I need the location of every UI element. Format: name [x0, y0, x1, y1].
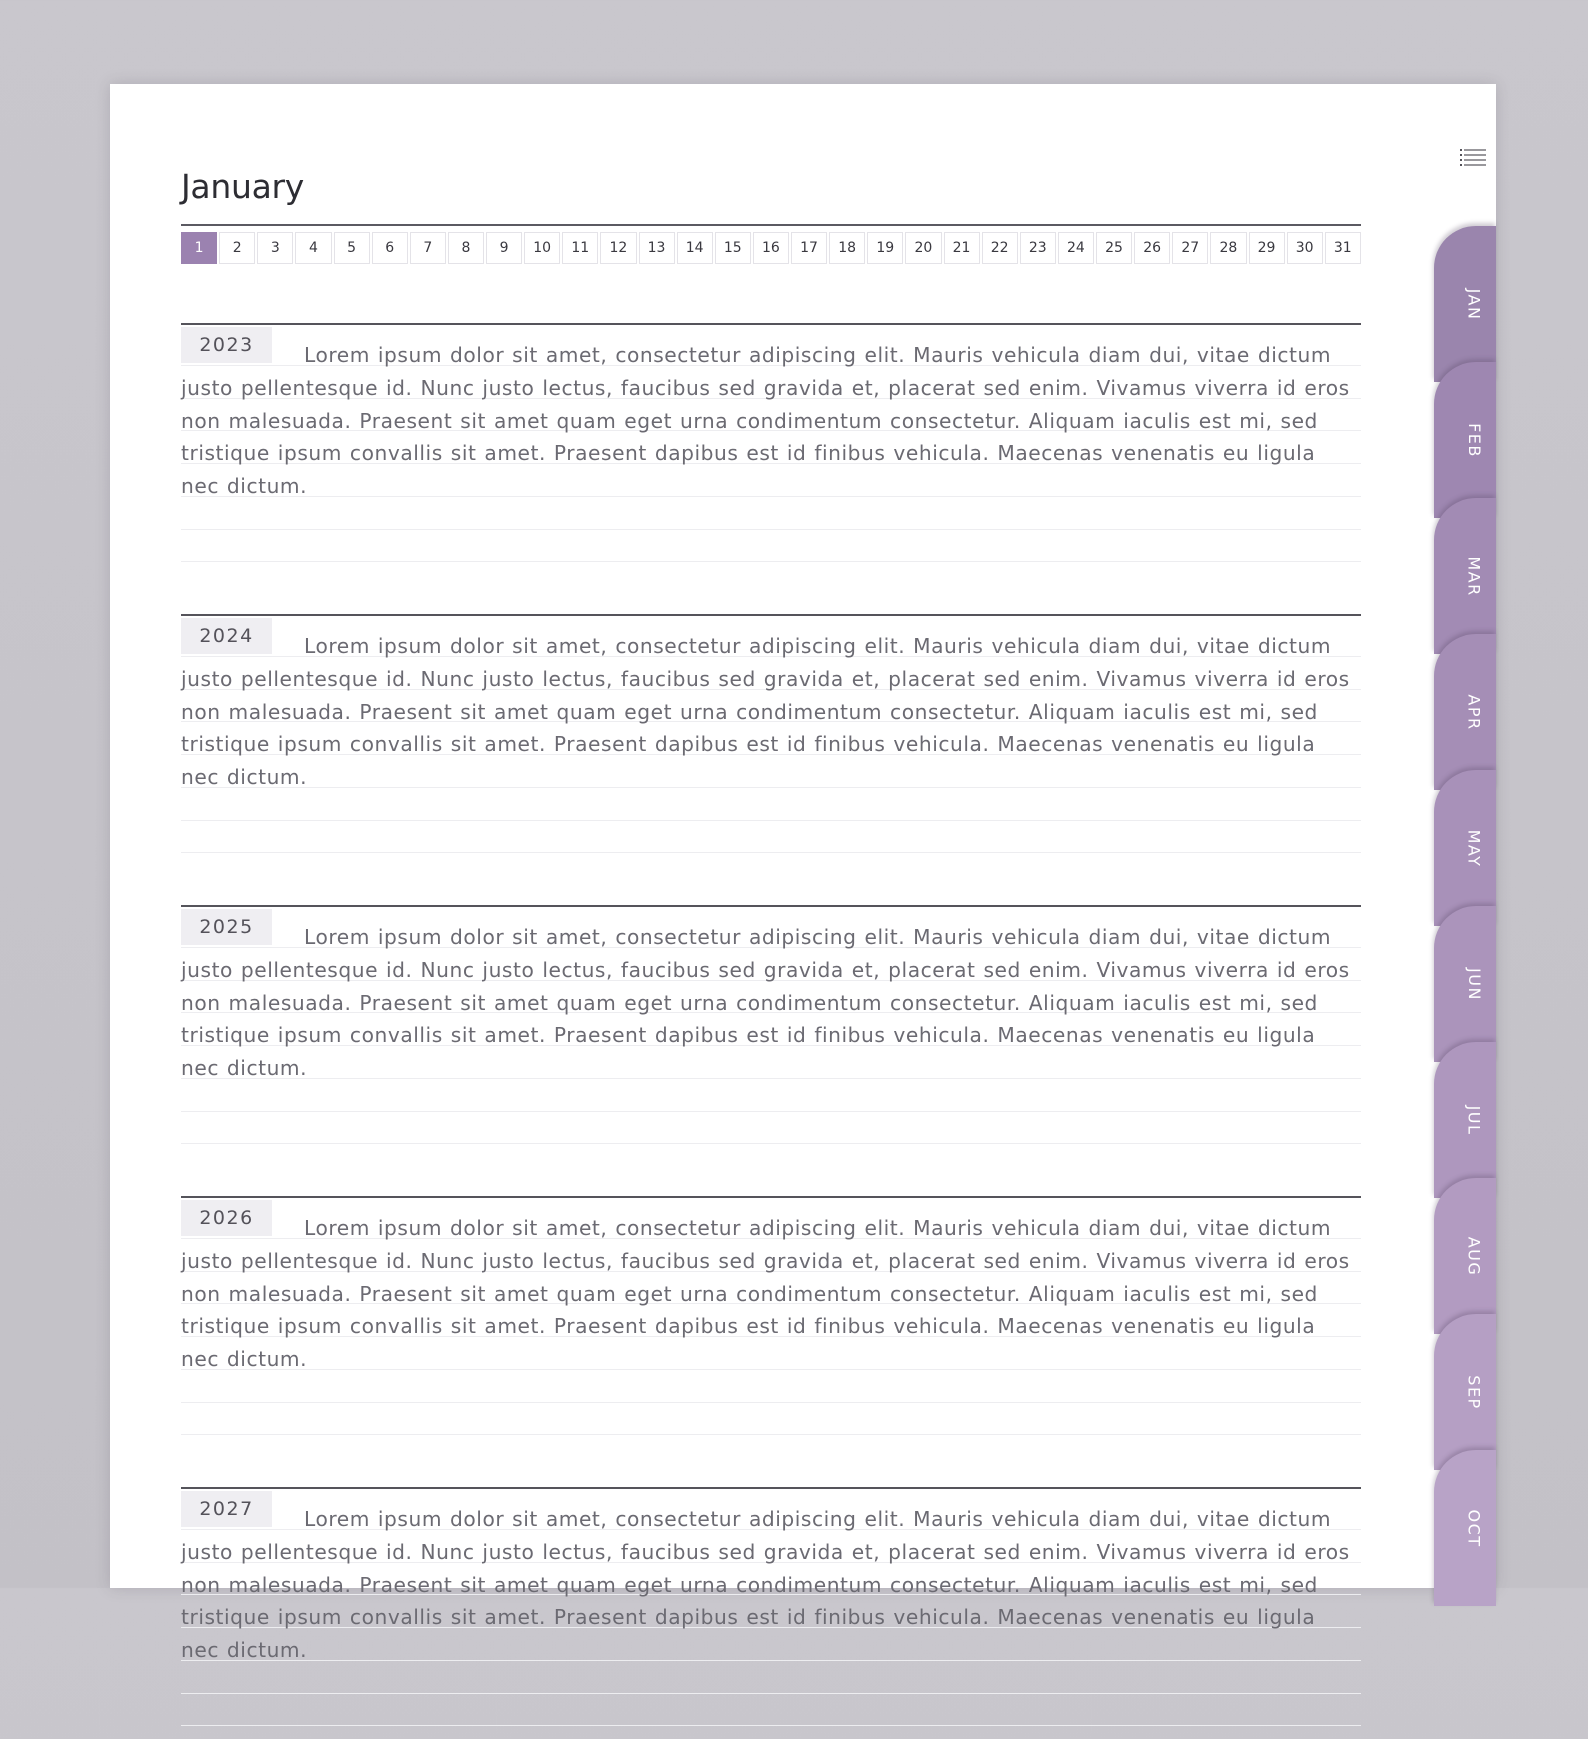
tab-label: JUL — [1464, 1105, 1484, 1135]
day-26-button[interactable]: 26 — [1134, 232, 1170, 264]
tab-oct[interactable] — [1434, 1450, 1496, 1606]
ruled-line — [181, 1143, 1361, 1144]
entry-text[interactable]: Lorem ipsum dolor sit amet, consectetur adipiscing elit. Mauris vehicula diam dui, vitae dictum justo pellentesque id. Nunc justo lectus, faucibus sed gravida et, placerat sed enim. Vivamus viverra id eros non malesuada. Praesent sit amet quam eget urna condimentum consectetur. Aliquam iaculis est mi, sed tristique ipsum convallis sit amet. Praesent dapibus est id finibus vehicula. Maecenas venenatis eu ligula nec dictum. — [181, 343, 1350, 499]
day-25-button[interactable]: 25 — [1096, 232, 1132, 264]
day-16-button[interactable]: 16 — [753, 232, 789, 264]
entry-text[interactable]: Lorem ipsum dolor sit amet, consectetur adipiscing elit. Mauris vehicula diam dui, vitae dictum justo pellentesque id. Nunc justo lectus, faucibus sed gravida et, placerat sed enim. Vivamus viverra id eros non malesuada. Praesent sit amet quam eget urna condimentum consectetur. Aliquam iaculis est mi, sed tristique ipsum convallis sit amet. Praesent dapibus est id finibus vehicula. Maecenas venenatis eu ligula nec dictum. — [181, 1216, 1350, 1372]
list-icon[interactable] — [1460, 148, 1486, 168]
entry-text[interactable]: Lorem ipsum dolor sit amet, consectetur adipiscing elit. Mauris vehicula diam dui, vitae dictum justo pellentesque id. Nunc justo lectus, faucibus sed gravida et, placerat sed enim. Vivamus viverra id eros non malesuada. Praesent sit amet quam eget urna condimentum consectetur. Aliquam iaculis est mi, sed tristique ipsum convallis sit amet. Praesent dapibus est id finibus vehicula. Maecenas venenatis eu ligula nec dictum. — [181, 925, 1350, 1081]
day-28-button[interactable]: 28 — [1210, 232, 1246, 264]
day-15-button[interactable]: 15 — [715, 232, 751, 264]
month-tabs — [1434, 226, 1496, 1588]
day-27-button[interactable]: 27 — [1172, 232, 1208, 264]
ruled-line — [181, 561, 1361, 562]
tab-label: APR — [1464, 693, 1484, 731]
tab-may[interactable] — [1434, 770, 1496, 926]
entry-text[interactable]: Lorem ipsum dolor sit amet, consectetur adipiscing elit. Mauris vehicula diam dui, vitae dictum justo pellentesque id. Nunc justo lectus, faucibus sed gravida et, placerat sed enim. Vivamus viverra id eros non malesuada. Praesent sit amet quam eget urna condimentum consectetur. Aliquam iaculis est mi, sed tristique ipsum convallis sit amet. Praesent dapibus est id finibus vehicula. Maecenas venenatis eu ligula nec dictum. — [181, 1507, 1350, 1663]
day-6-button[interactable]: 6 — [372, 232, 408, 264]
ruled-line — [181, 1434, 1361, 1435]
ruled-line — [181, 820, 1361, 821]
day-17-button[interactable]: 17 — [791, 232, 827, 264]
day-10-button[interactable]: 10 — [524, 232, 560, 264]
day-4-button[interactable]: 4 — [295, 232, 331, 264]
day-22-button[interactable]: 22 — [982, 232, 1018, 264]
year-label: 2025 — [181, 909, 272, 945]
planner-page — [110, 84, 1496, 1663]
tab-label: MAY — [1464, 829, 1484, 867]
day-30-button[interactable]: 30 — [1287, 232, 1323, 264]
day-2-button[interactable]: 2 — [219, 232, 255, 264]
year-label: 2027 — [181, 1491, 272, 1527]
tab-label: FEB — [1464, 422, 1484, 458]
tab-jan[interactable] — [1434, 226, 1496, 382]
ruled-line — [181, 1111, 1361, 1112]
year-entry-2024 — [181, 614, 1361, 866]
day-selector — [181, 224, 1361, 264]
tab-label: JAN — [1464, 288, 1484, 320]
ruled-line — [181, 1402, 1361, 1403]
page-title: January — [181, 167, 305, 206]
year-label: 2026 — [181, 1200, 272, 1236]
day-18-button[interactable]: 18 — [829, 232, 865, 264]
tab-mar[interactable] — [1434, 498, 1496, 654]
ruled-line — [181, 529, 1361, 530]
day-11-button[interactable]: 11 — [562, 232, 598, 264]
tab-label: OCT — [1464, 1508, 1484, 1548]
day-7-button[interactable]: 7 — [410, 232, 446, 264]
day-5-button[interactable]: 5 — [334, 232, 370, 264]
day-1-button[interactable]: 1 — [181, 232, 217, 264]
tab-sep[interactable] — [1434, 1314, 1496, 1470]
day-13-button[interactable]: 13 — [639, 232, 675, 264]
year-label: 2024 — [181, 618, 272, 654]
tab-aug[interactable] — [1434, 1178, 1496, 1334]
day-12-button[interactable]: 12 — [600, 232, 636, 264]
day-21-button[interactable]: 21 — [944, 232, 980, 264]
tab-jun[interactable] — [1434, 906, 1496, 1062]
year-entry-2025 — [181, 905, 1361, 1157]
tab-label: AUG — [1464, 1236, 1484, 1276]
day-20-button[interactable]: 20 — [905, 232, 941, 264]
year-entry-2026 — [181, 1196, 1361, 1448]
tab-label: MAR — [1464, 555, 1484, 597]
day-23-button[interactable]: 23 — [1020, 232, 1056, 264]
ruled-line — [181, 852, 1361, 853]
year-entry-2027 — [181, 1487, 1361, 1739]
tab-feb[interactable] — [1434, 362, 1496, 518]
year-label: 2023 — [181, 327, 272, 363]
day-24-button[interactable]: 24 — [1058, 232, 1094, 264]
day-9-button[interactable]: 9 — [486, 232, 522, 264]
day-19-button[interactable]: 19 — [867, 232, 903, 264]
day-14-button[interactable]: 14 — [677, 232, 713, 264]
ruled-line — [181, 1725, 1361, 1726]
tab-label: SEP — [1464, 1374, 1484, 1410]
tab-label: JUN — [1464, 967, 1484, 1001]
day-31-button[interactable]: 31 — [1325, 232, 1361, 264]
day-29-button[interactable]: 29 — [1249, 232, 1285, 264]
entry-text[interactable]: Lorem ipsum dolor sit amet, consectetur adipiscing elit. Mauris vehicula diam dui, vitae dictum justo pellentesque id. Nunc justo lectus, faucibus sed gravida et, placerat sed enim. Vivamus viverra id eros non malesuada. Praesent sit amet quam eget urna condimentum consectetur. Aliquam iaculis est mi, sed tristique ipsum convallis sit amet. Praesent dapibus est id finibus vehicula. Maecenas venenatis eu ligula nec dictum. — [181, 634, 1350, 790]
day-8-button[interactable]: 8 — [448, 232, 484, 264]
year-entry-2023 — [181, 323, 1361, 575]
ruled-line — [181, 1693, 1361, 1694]
tab-jul[interactable] — [1434, 1042, 1496, 1198]
tab-apr[interactable] — [1434, 634, 1496, 790]
day-3-button[interactable]: 3 — [257, 232, 293, 264]
